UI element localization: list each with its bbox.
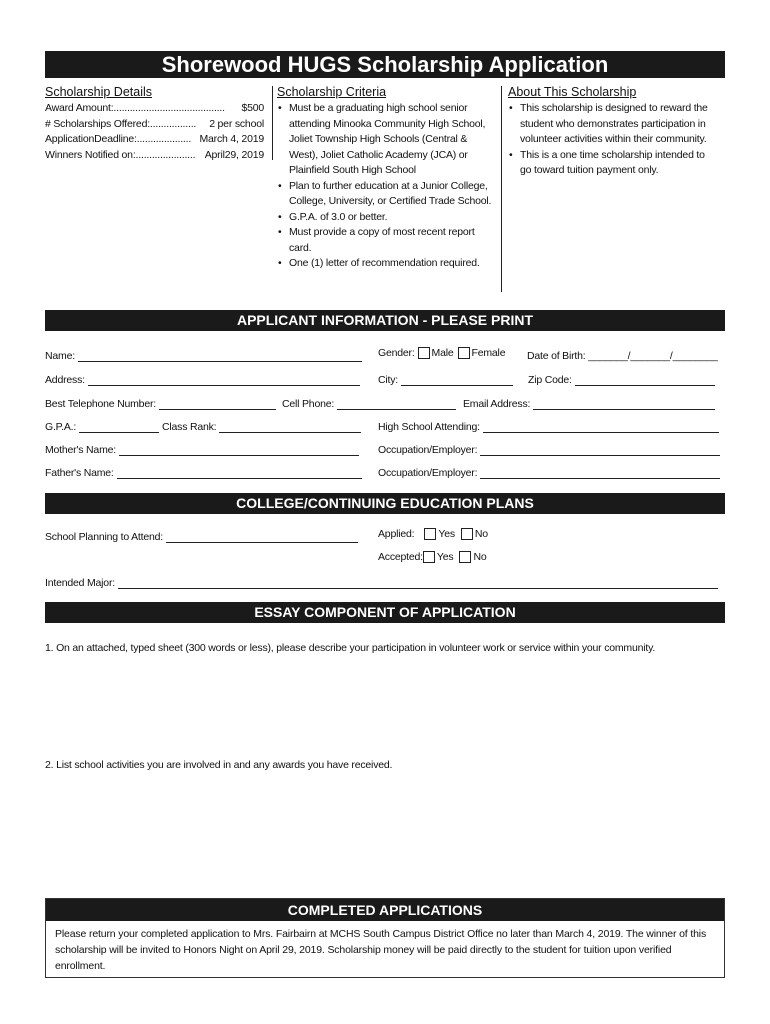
cell-field[interactable]: Cell Phone:	[282, 398, 456, 410]
column-divider-2	[501, 86, 502, 292]
scholarship-criteria	[277, 84, 495, 272]
mother-name-field[interactable]: Mother's Name:	[45, 444, 359, 456]
criteria-item: • Must provide a copy of most recent report card.	[277, 225, 495, 256]
essay-question-2: 2. List school activities you are involved in and any awards you have received.	[45, 759, 393, 771]
criteria-item: • G.P.A. of 3.0 or better.	[277, 210, 495, 226]
applicant-section-header: APPLICANT INFORMATION - PLEASE PRINT	[45, 310, 725, 331]
detail-row-award: Award Amount:......................................... $500	[45, 102, 264, 114]
intended-major-field[interactable]: Intended Major:	[45, 577, 718, 589]
completed-instructions: Please return your completed application to Mrs. Fairbairn at MCHS South Campus District Office no later than March 4, 2019. The winner of this scholarship will be invited to Honors Night on April 29, 2019. Scholarship money will be paid directly to the student for tuition upon verified enrollment.	[55, 928, 707, 972]
phone-field[interactable]: Best Telephone Number:	[45, 398, 276, 410]
about-item: • This is a one time scholarship intended to go toward tuition payment only.	[508, 148, 718, 179]
essay-question-1: 1. On an attached, typed sheet (300 words or less), please describe your participation in volunteer work or service within your community.	[45, 642, 656, 654]
applied-field: Applied: Yes No	[378, 528, 488, 540]
detail-row-deadline: ApplicationDeadline:.................... March 4, 2019	[45, 133, 264, 145]
email-field[interactable]: Email Address:	[463, 398, 715, 410]
details-heading: Scholarship Details	[45, 85, 152, 99]
college-section-header: COLLEGE/CONTINUING EDUCATION PLANS	[45, 493, 725, 514]
about-item: • This scholarship is designed to reward the student who demonstrates participation in volunteer activities within their community.	[508, 101, 718, 148]
dob-field[interactable]: Date of Birth: _______/_______/________	[527, 350, 718, 362]
name-field[interactable]: Name:	[45, 350, 362, 362]
scholarship-details	[45, 84, 264, 163]
criteria-item: • One (1) letter of recommendation required.	[277, 256, 495, 272]
gender-field: Gender: Male Female	[378, 347, 506, 359]
zip-field[interactable]: Zip Code:	[528, 374, 715, 386]
criteria-heading: Scholarship Criteria	[277, 85, 387, 99]
applied-no-checkbox[interactable]	[461, 528, 473, 540]
about-heading: About This Scholarship	[508, 85, 637, 99]
father-name-field[interactable]: Father's Name:	[45, 467, 362, 479]
accepted-no-checkbox[interactable]	[459, 551, 471, 563]
criteria-item: • Plan to further education at a Junior College, College, University, or Certified Trade School.	[277, 179, 495, 210]
criteria-item: • Must be a graduating high school senior attending Minooka Community High School, Joliet Township High Schools (Central & West), Joliet Catholic Academy (JCA) or Plainfield South High School	[277, 101, 495, 179]
accepted-field: Accepted: Yes No	[378, 551, 487, 563]
completed-section-header: COMPLETED APPLICATIONS	[46, 899, 724, 921]
city-field[interactable]: City:	[378, 374, 513, 386]
detail-row-count: # Scholarships Offered:................. 2 per school	[45, 117, 264, 130]
detail-row-winners: Winners Notified on:...................... April29, 2019	[45, 148, 264, 161]
address-field[interactable]: Address:	[45, 374, 360, 386]
page-title: Shorewood HUGS Scholarship Application	[45, 51, 725, 78]
father-occupation-field[interactable]: Occupation/Employer:	[378, 467, 720, 479]
male-checkbox[interactable]	[418, 347, 430, 359]
school-planning-field[interactable]: School Planning to Attend:	[45, 531, 358, 543]
mother-occupation-field[interactable]: Occupation/Employer:	[378, 444, 720, 456]
about-scholarship	[508, 84, 718, 179]
applied-yes-checkbox[interactable]	[424, 528, 436, 540]
accepted-yes-checkbox[interactable]	[423, 551, 435, 563]
class-rank-field[interactable]: Class Rank:	[162, 421, 361, 433]
gpa-field[interactable]: G.P.A.:	[45, 421, 159, 433]
female-checkbox[interactable]	[458, 347, 470, 359]
column-divider-1	[272, 86, 273, 160]
high-school-field[interactable]: High School Attending:	[378, 421, 719, 433]
essay-section-header: ESSAY COMPONENT OF APPLICATION	[45, 602, 725, 623]
